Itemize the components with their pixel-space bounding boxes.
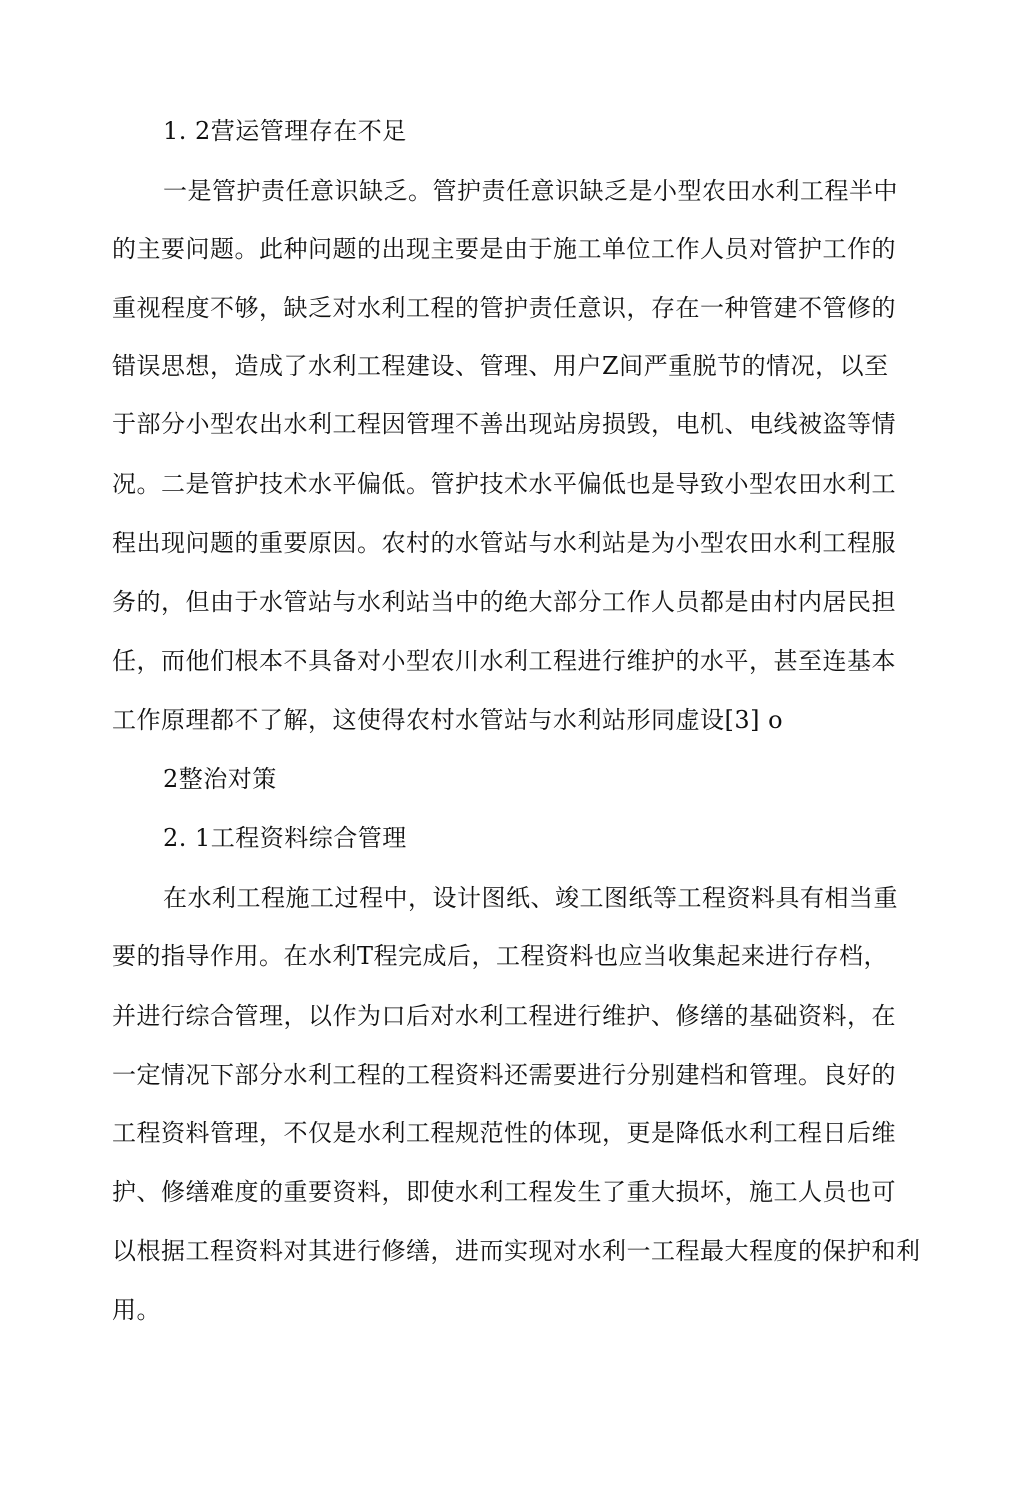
paragraph-line: 一定情况下部分水利工程的工程资料还需要进行分别建档和管理。良好的 [112,1061,896,1089]
paragraph-line: 务的，但由于水管站与水利站当中的绝大部分工作人员都是由村内居民担 [112,588,896,616]
paragraph-line: 一是管护责任意识缺乏。管护责任意识缺乏是小型农田水利工程半中 [163,177,898,205]
paragraph-line: 程出现问题的重要原因。农村的水管站与水利站是为小型农田水利工程服 [112,529,896,557]
paragraph-line: 况。二是管护技术水平偏低。管护技术水平偏低也是导致小型农田水利工 [112,470,896,498]
paragraph-line: 工程资料管理，不仅是水利工程规范性的体现，更是降低水利工程日后维 [112,1119,896,1147]
paragraph-line: 以根据工程资料对其进行修缮，进而实现对水利一工程最大程度的保护和利 [112,1237,921,1265]
paragraph-line: 在水利工程施工过程中，设计图纸、竣工图纸等工程资料具有相当重 [163,884,898,912]
paragraph-line: 工作原理都不了解，这使得农村水管站与水利站形同虚设[3] o [112,706,784,734]
paragraph-line: 用。 [112,1296,161,1324]
section-heading-1-2: 1. 2营运管理存在不足 [163,117,407,145]
paragraph-line: 并进行综合管理，以作为口后对水利工程进行维护、修缮的基础资料，在 [112,1002,896,1030]
paragraph-line: 任，而他们根本不具备对小型农川水利工程进行维护的水平，甚至连基本 [112,647,896,675]
paragraph-line: 错误思想，造成了水利工程建设、管理、用户Z间严重脱节的情况，以至 [112,352,889,380]
section-heading-2: 2整治对策 [163,765,277,793]
paragraph-line: 要的指导作用。在水利T程完成后，工程资料也应当收集起来进行存档， [112,942,889,970]
paragraph-line: 重视程度不够，缺乏对水利工程的管护责任意识，存在一种管建不管修的 [112,294,896,322]
paragraph-line: 护、修缮难度的重要资料，即使水利工程发生了重大损坏，施工人员也可 [112,1178,896,1206]
section-heading-2-1: 2. 1工程资料综合管理 [163,824,407,852]
paragraph-line: 于部分小型农出水利工程因管理不善出现站房损毁，电机、电线被盗等情 [112,410,896,438]
paragraph-line: 的主要问题。此种问题的出现主要是由于施工单位工作人员对管护工作的 [112,235,896,263]
